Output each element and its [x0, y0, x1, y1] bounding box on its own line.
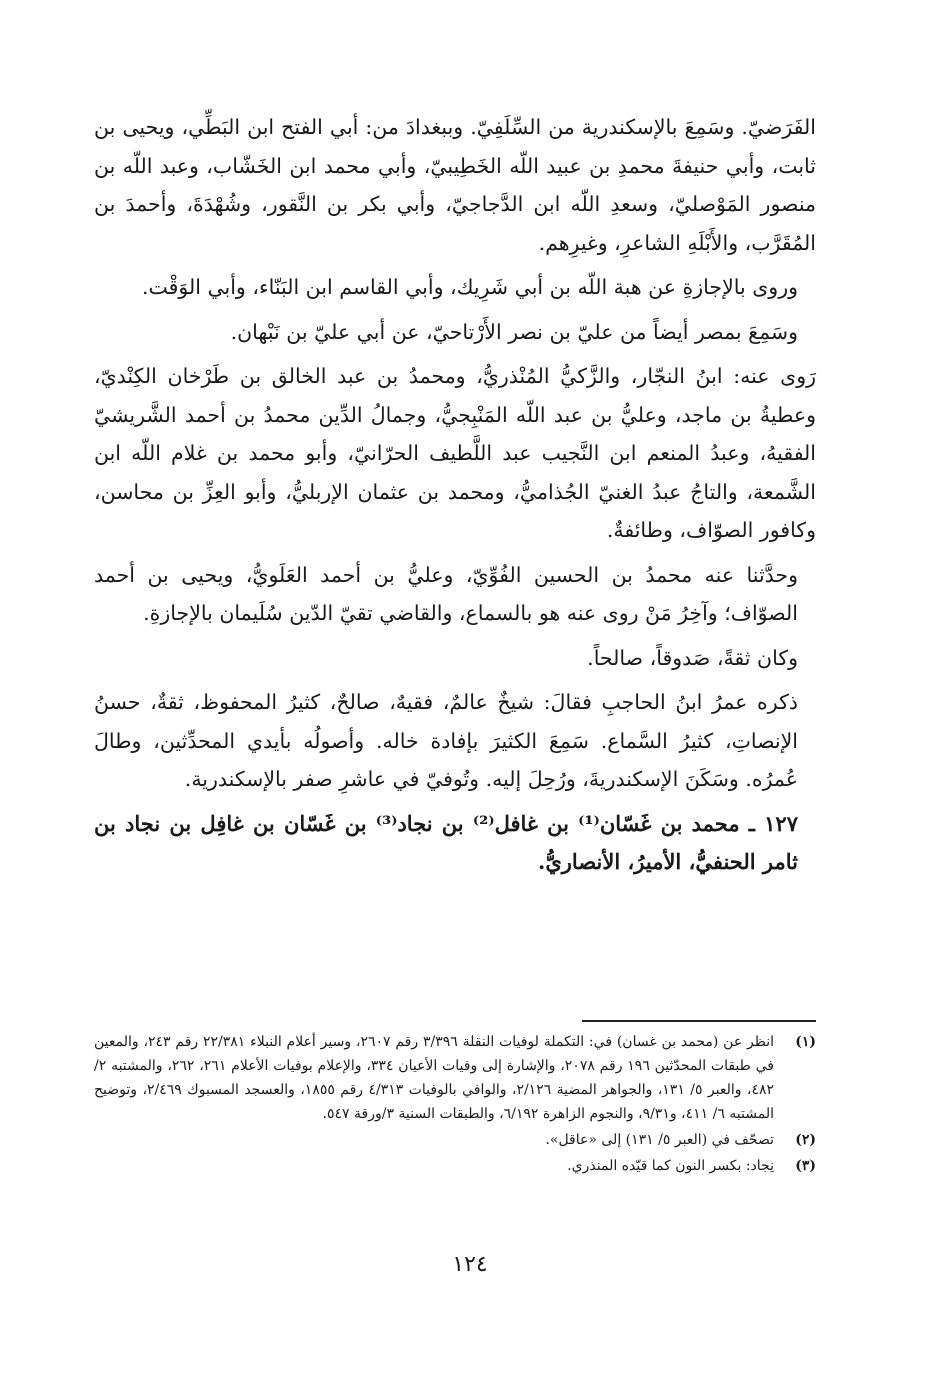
- footnote-separator: [582, 1020, 816, 1022]
- paragraph: ذكره عمرُ ابنُ الحاجبِ فقالَ: شيخٌ عالمٌ، فقيهٌ، صالحٌ، كثيرُ المحفوظ، ثقةٌ، حسنُ الإنصاتِ، كثيرُ السَّماع. سَمِعَ الكثيرَ بإفادة خاله. وأصولُه بأيدي المحدِّثين، وطالَ عُمرُه. وسَكَنَ الإسكندريةَ، ورُحِلَ إليه. وتُوفيّ في عاشرِ صفر بالإسكندرية.: [94, 690, 798, 791]
- entry-heading: ١٢٧ ـ محمد بن غَسّان⁽¹⁾ بن غافل⁽²⁾ بن نجاد⁽³⁾ بن غَسّان بن غافِل بن نجاد بن ثامر الحنفيُّ، الأميرُ، الأنصاريُّ.: [94, 810, 798, 874]
- footnote: [94, 1030, 816, 1126]
- page-number: ١٢٤: [452, 1252, 488, 1277]
- footnote: [94, 1128, 816, 1152]
- footnote: [94, 1154, 816, 1178]
- footnotes: [94, 1030, 816, 1180]
- paragraph: وكان ثقةً، صَدوقاً، صالحاً.: [587, 645, 798, 670]
- paragraph: رَوى عنه: ابنُ النجّار، والزَّكيُّ المُنْذريُّ، ومحمدُ بن عبد الخالق بن طَرْخان الكِنْديّ، وعطيةُ بن ماجد، وعليُّ بن عبد اللّه المَنْبِجيُّ، وجمالُ الدِّين محمدُ بن أحمد الشَّريشيّ الفقيهُ، وعبدُ المنعم ابن النَّجيب عبد اللَّطيف الحرّانيّ، وأبو محمد بن غلام اللّه ابن الشَّمعة، والتاجُ عبدُ الغنيّ الجُذاميُّ، ومحمد بن عثمان الإربليُّ، وأبو العِزِّ بن محاسن، وكافور الصوّاف، وطائفةٌ.: [94, 364, 816, 542]
- footnote-text: انظر عن (محمد بن غسان) في: التكملة لوفيات النقلة ٣/٣٩٦ رقم ٢٦٠٧، وسير أعلام النبلاء ٢٢/٣٨١ رقم ٢٤٣، والمعين في طبقات المحدّثين ١٩٦ رقم ٢٠٧٨، والإشارة إلى وفيات الأعيان ٣٣٤، والإعلام بوفيات الأعلام ٢٦١، ٢٦٢، والمشتبه ٢/ ٤٨٢، والعبر ٥/ ١٣١، والجواهر المضية ٢/١٢٦، والوافي بالوفيات ٤/٣١٣ رقم ١٨٥٥، والعسجد المسبوك ٢/٤٦٩، وتوضيح المشتبه ٦/ ٤١١، و٩/٣١، والنجوم الزاهرة ٦/١٩٢، والطبقات السنية ٣/ورقة ٥٤٧.: [94, 1034, 775, 1122]
- paragraph: الفَرَضيّ. وسَمِعَ بالإسكندرية من السِّلَفِيّ. وببغدادَ من: أبي الفتح ابن البَطِّي، ويحيى بن ثابت، وأبي حنيفةَ محمدِ بن عبيد اللّه الخَطِيبيّ، وأبي محمد ابن الخَشّاب، وعبد اللّه بن منصور المَوْصليّ، وسعدِ اللّه ابن الدَّجاجيّ، وأبي بكر بن النَّقور، وشُهْدَةَ، وأحمدَ بن المُقَرَّب، والأَبْلَهِ الشاعرِ، وغيرِهم.: [94, 115, 816, 255]
- paragraph: وسَمِعَ بمصر أيضاً من عليّ بن نصر الأَرْتاحيّ، عن أبي عليّ بن نَبْهان.: [230, 319, 798, 344]
- footnote-number: (٢): [795, 1132, 816, 1148]
- footnote-text: نِجاد: بكسر النون كما قيّده المنذري.: [567, 1158, 774, 1174]
- paragraph: وحدَّثنا عنه محمدُ بن الحسين الفُوِّيّ، وعليُّ بن أحمد العَلَويُّ، ويحيى بن أحمد الصوّاف؛ وآخِرُ مَنْ روى عنه هو بالسماع، والقاضي تقيّ الدّين سُلَيمان بالإجازةِ.: [94, 562, 798, 625]
- footnote-number: (٣): [795, 1158, 816, 1174]
- footnote-text: تصحّف في (العبر ٥/ ١٣١) إلى «عاقل».: [545, 1132, 774, 1148]
- paragraph: وروى بالإجازةِ عن هبة اللّه بن أبي شَرِيك، وأبي القاسم ابن البَنّاء، وأبي الوَقْت.: [141, 275, 798, 299]
- footnote-number: (١): [795, 1034, 816, 1050]
- main-text: [94, 108, 816, 888]
